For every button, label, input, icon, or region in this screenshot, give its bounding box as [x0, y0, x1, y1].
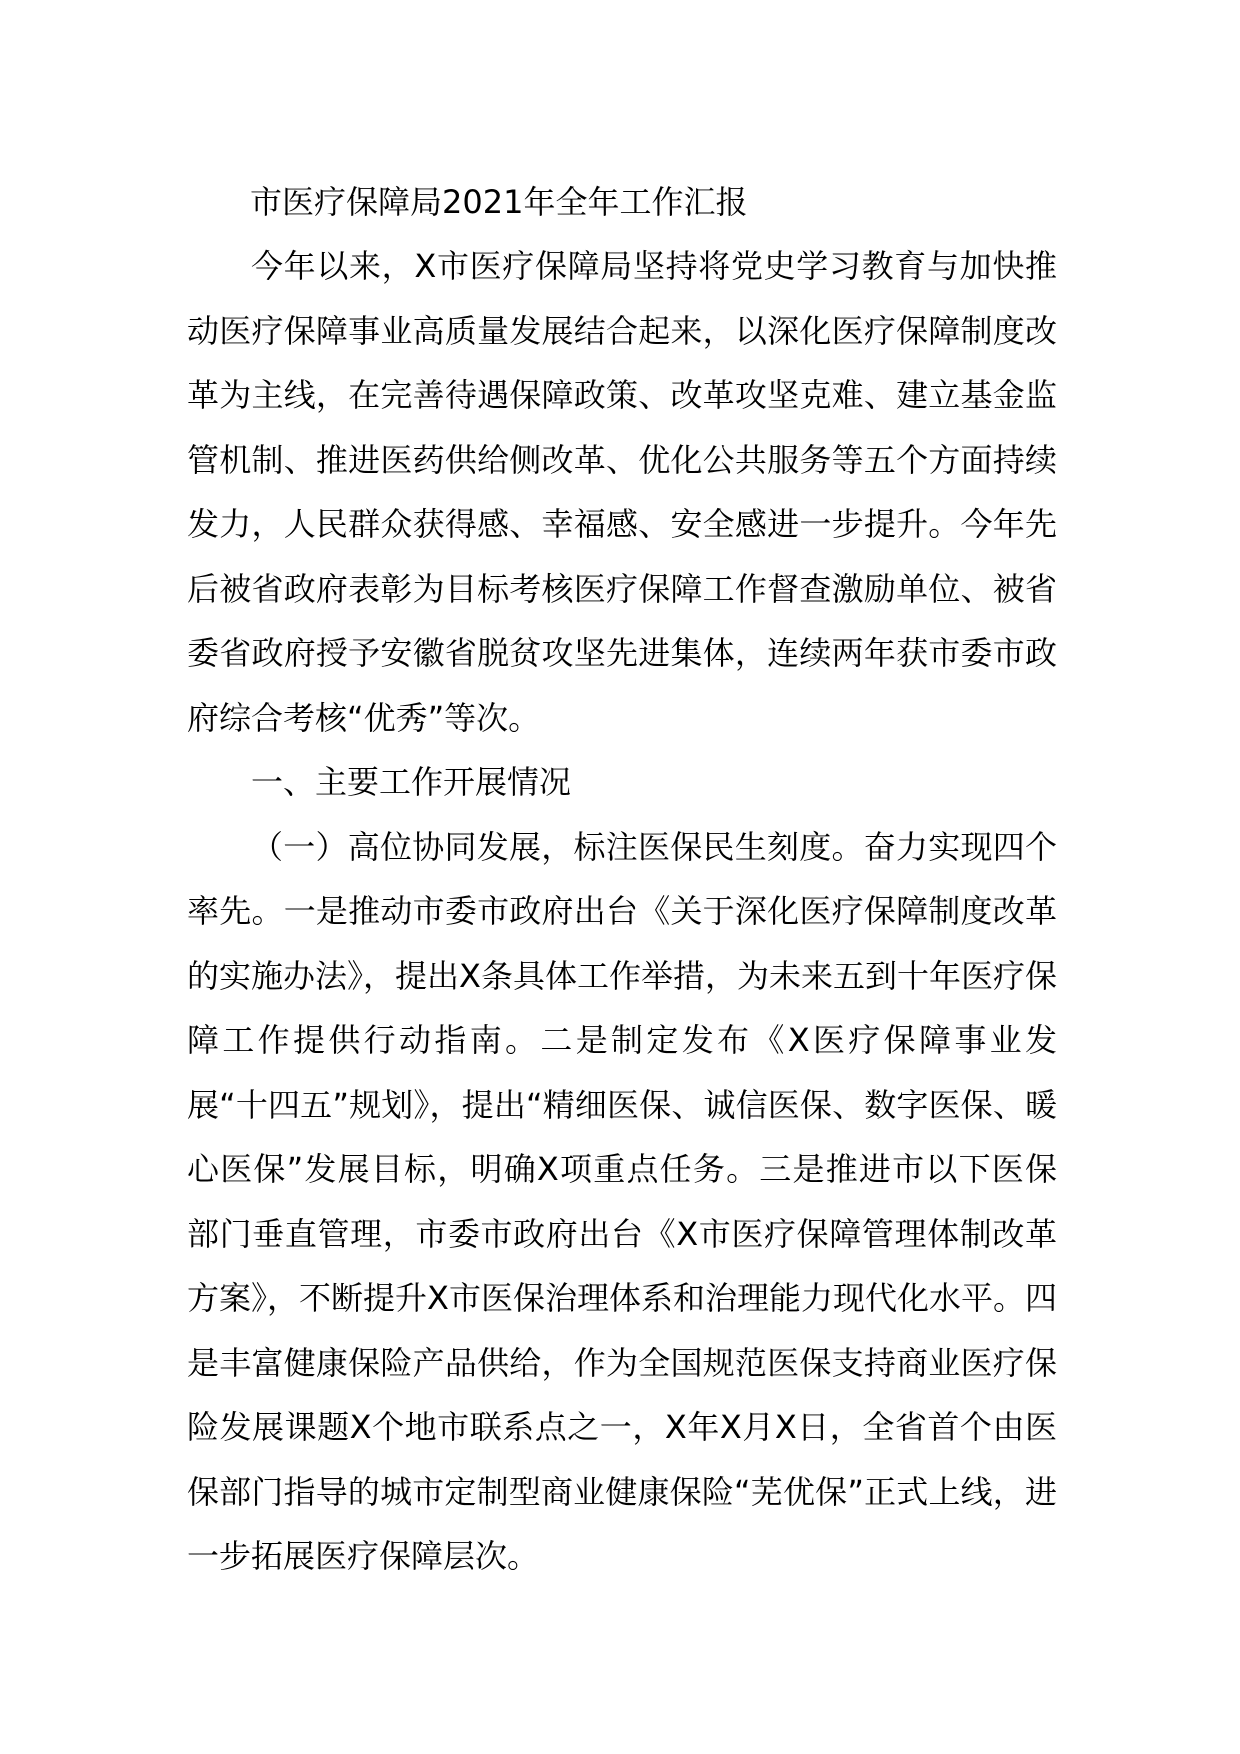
section-heading: 一、主要工作开展情况 [251, 763, 572, 801]
intro-paragraph: 今年以来，X市医疗保障局坚持将党史学习教育与加快推动医疗保障事业高质量发展结合起来，以深化医疗保障制度改革为主线，在完善待遇保障政策、改革攻坚克难、建立基金监管机制、推进医药供给侧改革、优化公共服务等五个方面持续发力，人民群众获得感、幸福感、安全感进一步提升。今年先后被省政府表彰为目标考核医疗保障工作督查激励单位、被省委省政府授予安徽省脱贫攻坚先进集体，连续两年获市委市政府综合考核“优秀”等次。 [187, 247, 1057, 737]
document-body [187, 170, 1057, 1589]
section-1-paragraph: （一）高位协同发展，标注医保民生刻度。奋力实现四个率先。一是推动市委市政府出台《关于深化医疗保障制度改革的实施办法》，提出X条具体工作举措，为未来五到十年医疗保障工作提供行动指南。二是制定发布《X医疗保障事业发展“十四五”规划》，提出“精细医保、诚信医保、数字医保、暖心医保”发展目标，明确X项重点任务。三是推进市以下医保部门垂直管理，市委市政府出台《X市医疗保障管理体制改革方案》，不断提升X市医保治理体系和治理能力现代化水平。四是丰富健康保险产品供给，作为全国规范医保支持商业医疗保险发展课题X个地市联系点之一，X年X月X日，全省首个由医保部门指导的城市定制型商业健康保险“芜优保”正式上线，进一步拓展医疗保障层次。 [187, 827, 1057, 1575]
document-title: 市医疗保障局2021年全年工作汇报 [250, 183, 748, 221]
